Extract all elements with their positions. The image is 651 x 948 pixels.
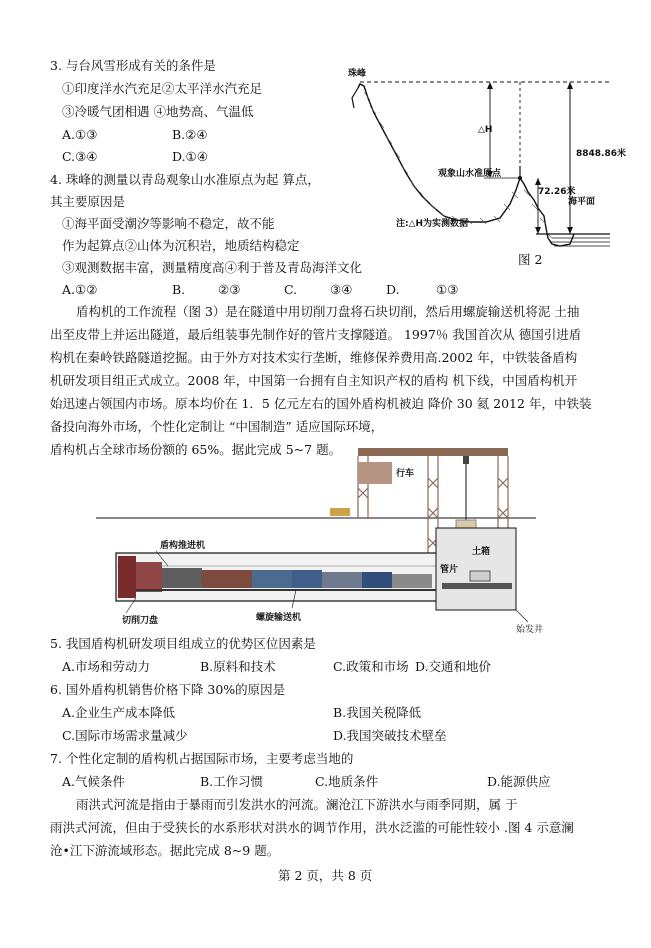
q4-option-c-value: ③④: [330, 282, 353, 297]
q3-stem: 3. 与台风雪形成有关的条件是: [50, 58, 216, 73]
q5-option-d: D.交通和地价: [415, 659, 492, 674]
q5-option-a: A.市场和劳动力: [62, 659, 151, 674]
fig2-delta-h-label: △H: [478, 125, 493, 135]
passage-1-line: 出至皮带上并运出隧道，最后组装事先制作好的管片支撑隧道。 1997％ 我国首次从 德国引进盾: [50, 327, 582, 342]
fig3-cutter-label: 切削刀盘: [122, 616, 159, 626]
q4-option-b: B.: [172, 282, 186, 297]
fig3-shaft-label: 始发井: [516, 625, 544, 635]
passage-1-line: 盾构机占全球市场份额的 65%。据此完成 5~7 题。: [50, 442, 342, 457]
fig3-soil-box-label: 土箱: [472, 547, 491, 557]
q4-statement-line: ③观测数据丰富，测量精度高④利于普及青岛海洋文化: [62, 260, 363, 275]
q4-stem-cont: 其主要原因是: [50, 194, 126, 209]
q6-option-a: A.企业生产成本降低: [62, 705, 176, 720]
q7-option-c: C.地质条件: [315, 774, 379, 789]
passage-1-line: 备投向海外市场，个性化定制让 “中国制造” 适应国际环境，: [50, 419, 384, 434]
passage-1-line: 机研发项目组正式成立。2008 年，中国第一台拥有自主知识产权的盾构 机下线，中国盾构机开: [50, 373, 578, 388]
fig3-segment-label: 管片: [440, 565, 459, 575]
q7-stem: 7. 个性化定制的盾构机占据国际市场，主要考虑当地的: [50, 751, 354, 766]
fig2-height-label: 8848.86米: [576, 149, 626, 159]
q5-option-b: B.原料和技术: [200, 659, 276, 674]
passage-1-line: 构机在秦岭铁路隧道挖掘。由于外方对技术实行垄断，维修保养费用高.2002 年，中铁装备盾构: [50, 350, 578, 365]
q3-option-a: A.①③: [62, 127, 98, 142]
q3-option-b: B.②④: [172, 127, 208, 142]
q4-option-b-value: ②③: [218, 282, 241, 297]
q3-option-d: D.①④: [172, 149, 208, 164]
q5-stem: 5. 我国盾构机研发项目组成立的优势区位因素是: [50, 636, 316, 651]
fig2-origin-label: 观象山水准原点: [438, 169, 502, 179]
figure-2-caption: 图 2: [518, 252, 543, 267]
passage-2-line: 雨洪式河流是指由于暴雨而引发洪水的河流。澜沧江下游洪水与雨季同期，属 于: [76, 797, 518, 812]
q6-option-d: D.我国突破技术壁垒: [333, 728, 447, 743]
q4-statement-line: ①海平面受潮汐等影响不稳定，故不能: [62, 216, 275, 231]
q4-option-a: A.①②: [62, 282, 98, 297]
fig3-pusher-label: 盾构推进机: [160, 541, 206, 551]
fig3-crane-label: 行车: [396, 469, 415, 479]
q7-option-b: B.工作习惯: [200, 774, 264, 789]
q4-stem: 4. 珠峰的测量以青岛观象山水准原点为起 算点，: [50, 172, 320, 187]
passage-2-line: 沧•江下游流域形态。据此完成 8~9 题。: [50, 843, 280, 858]
figure-2-everest-profile: [340, 58, 626, 278]
q5-option-c: C.政策和市场: [333, 659, 409, 674]
fig2-peak-label: 珠峰: [348, 69, 367, 79]
q3-option-c: C.③④: [62, 149, 98, 164]
q6-option-c: C.国际市场需求量减少: [62, 728, 188, 743]
q4-statement-line: 作为起算点②山体为沉积岩，地质结构稳定: [62, 238, 300, 253]
q6-stem: 6. 国外盾构机销售价格下降 30%的原因是: [50, 682, 286, 697]
q3-statement-line: ③冷暖气团相遇 ④地势高、气温低: [62, 104, 254, 119]
q4-option-d: D.: [386, 282, 400, 297]
q4-option-c: C.: [284, 282, 298, 297]
q7-option-a: A.气候条件: [62, 774, 126, 789]
q6-option-b: B.我国关税降低: [333, 705, 422, 720]
figure-3-tbm-diagram: [96, 448, 556, 638]
page-footer: 第 2 页，共 8 页: [278, 868, 373, 883]
fig2-sea-level-label: 海平面: [568, 197, 596, 207]
fig3-screw-conveyor-label: 螺旋输送机: [256, 613, 302, 623]
q4-option-d-value: ①③: [436, 282, 459, 297]
q7-option-d: D.能源供应: [487, 774, 551, 789]
passage-2-line: 雨洪式河流，但由于受狭长的水系形状对洪水的调节作用，洪水泛滥的可能性较小 .图 4 示意澜: [50, 820, 574, 835]
fig2-note: 注:△H为实测数据: [396, 219, 469, 229]
passage-1-line: 始迅速占领国内市场。原本均价在 1．5 亿元左右的国外盾构机被迫 降价 30 氦 2012 年，中铁装: [50, 396, 592, 411]
passage-1-line: 盾构机的工作流程（图 3）是在隧道中用切削刀盘将石块切削，然后用螺旋输送机将泥 土抽: [76, 304, 580, 319]
fig2-origin-height-label: 72.26米: [538, 187, 576, 197]
q3-statement-line: ①印度洋水汽充足②太平洋水汽充足: [62, 81, 263, 96]
